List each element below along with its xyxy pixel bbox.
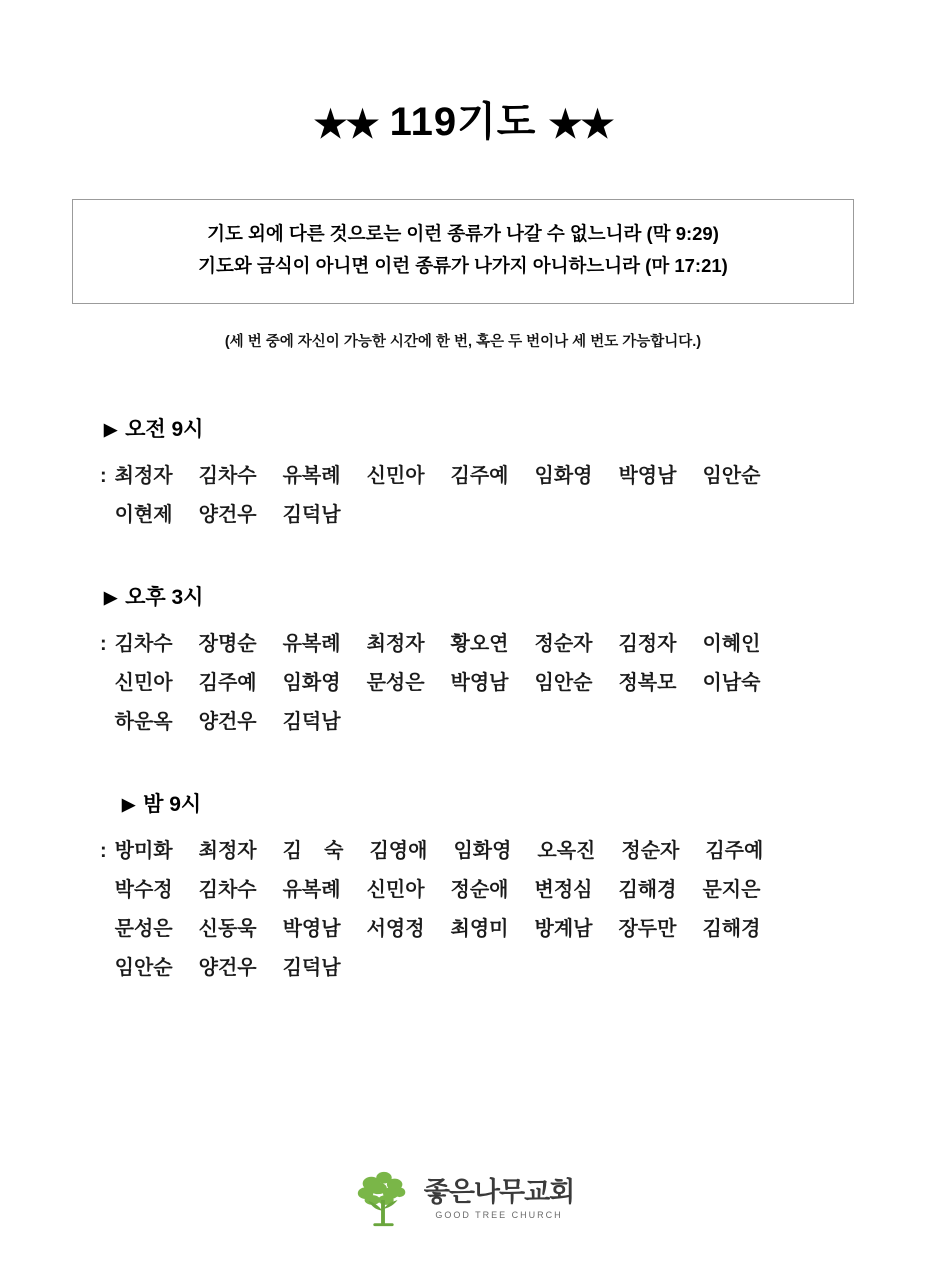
triangle-bullet-icon: ▶ [104, 587, 118, 607]
verse-line-1: 기도 외에 다른 것으로는 이런 종류가 나갈 수 없느니라 (막 9:29) [207, 222, 719, 244]
list-item: 김차수 [198, 464, 257, 487]
list-item: 김덕남 [282, 503, 341, 526]
list-item: 김덕남 [282, 956, 341, 979]
list-item: 정복모 [618, 671, 677, 694]
star-right-icon: ★★ [548, 104, 613, 146]
list-item: 신동욱 [198, 917, 257, 940]
list-item: 박영남 [618, 464, 677, 487]
list-item: 최정자 [114, 464, 173, 487]
verse-box [72, 199, 854, 304]
list-item: 김영애 [369, 839, 428, 862]
list-item: 문성은 [366, 671, 425, 694]
list-item: 김주예 [450, 464, 509, 487]
list-item: 유복례 [282, 632, 341, 655]
logo-text [423, 1176, 575, 1220]
list-item: 방계남 [534, 917, 593, 940]
section-morning [72, 413, 854, 535]
list-item: 서영정 [366, 917, 425, 940]
star-left-icon: ★★ [313, 104, 378, 146]
list-item: 박영남 [450, 671, 509, 694]
list-item: 황오연 [450, 632, 509, 655]
section-night [72, 788, 854, 988]
section-afternoon [72, 581, 854, 742]
list-item: 임안순 [114, 956, 173, 979]
list-item: 김정자 [618, 632, 677, 655]
list-item: 김차수 [114, 632, 173, 655]
list-item: 임화영 [453, 839, 512, 862]
list-item: 장두만 [618, 917, 677, 940]
list-item: 박영남 [282, 917, 341, 940]
name-list-night [100, 832, 854, 988]
list-item: 문지은 [702, 878, 761, 901]
list-item: 임화영 [534, 464, 593, 487]
list-item: 유복례 [282, 464, 341, 487]
triangle-bullet-icon: ▶ [122, 794, 136, 814]
section-heading-morning [104, 413, 854, 443]
list-item: 이혜인 [702, 632, 761, 655]
list-item: 최정자 [198, 839, 257, 862]
list-item: 김덕남 [282, 710, 341, 733]
list-item: 양건우 [198, 710, 257, 733]
section-heading-afternoon [104, 581, 854, 611]
list-item: 이남숙 [702, 671, 761, 694]
list-item: 신민아 [114, 671, 173, 694]
list-item: 신민아 [366, 878, 425, 901]
list-item: 임안순 [702, 464, 761, 487]
list-item: 하운옥 [114, 710, 173, 733]
name-list-morning [100, 457, 854, 535]
list-item: 김주예 [198, 671, 257, 694]
list-item: 양건우 [198, 956, 257, 979]
list-item: 최영미 [450, 917, 509, 940]
verse-line-2: 기도와 금식이 아니면 이런 종류가 나가지 아니하느니라 (마 17:21) [198, 255, 728, 277]
list-item: 방미화 [114, 839, 173, 862]
list-item: 정순자 [621, 839, 680, 862]
colon-mark: : [100, 632, 107, 655]
list-item: 김해경 [618, 878, 677, 901]
instruction-note: (세 번 중에 자신이 가능한 시간에 한 번, 혹은 두 번이나 세 번도 가능합니다.) [224, 333, 702, 350]
list-item: 변정심 [534, 878, 593, 901]
list-item: 문성은 [114, 917, 173, 940]
list-item: 김주예 [705, 839, 764, 862]
section-heading-label: 오후 3시 [125, 585, 204, 609]
page-title [0, 0, 926, 147]
list-item: 오옥진 [537, 839, 596, 862]
list-item: 김차수 [198, 878, 257, 901]
name-list-afternoon [100, 625, 854, 742]
church-logo [0, 1168, 926, 1230]
list-item: 장명순 [198, 632, 257, 655]
section-heading-label: 밤 9시 [143, 792, 202, 816]
list-item: 김해경 [702, 917, 761, 940]
list-item: 이현제 [114, 503, 173, 526]
triangle-bullet-icon: ▶ [104, 419, 118, 439]
tree-logo-icon [352, 1168, 414, 1230]
list-item: 박수정 [114, 878, 173, 901]
list-item: 유복례 [282, 878, 341, 901]
list-item: 김 숙 [282, 839, 344, 862]
logo-name-en: GOOD TREE CHURCH [435, 1209, 563, 1220]
section-heading-label: 오전 9시 [125, 417, 204, 441]
list-item: 양건우 [198, 503, 257, 526]
page-title-text: 119기도 [389, 100, 537, 144]
colon-mark: : [100, 464, 107, 487]
list-item: 신민아 [366, 464, 425, 487]
prayer-time-sections [0, 413, 926, 988]
list-item: 최정자 [366, 632, 425, 655]
logo-name-kr: 좋은나무교회 [423, 1176, 575, 1207]
list-item: 임화영 [282, 671, 341, 694]
list-item: 정순애 [450, 878, 509, 901]
list-item: 정순자 [534, 632, 593, 655]
colon-mark: : [100, 839, 107, 862]
list-item: 임안순 [534, 671, 593, 694]
section-heading-night [122, 788, 854, 818]
